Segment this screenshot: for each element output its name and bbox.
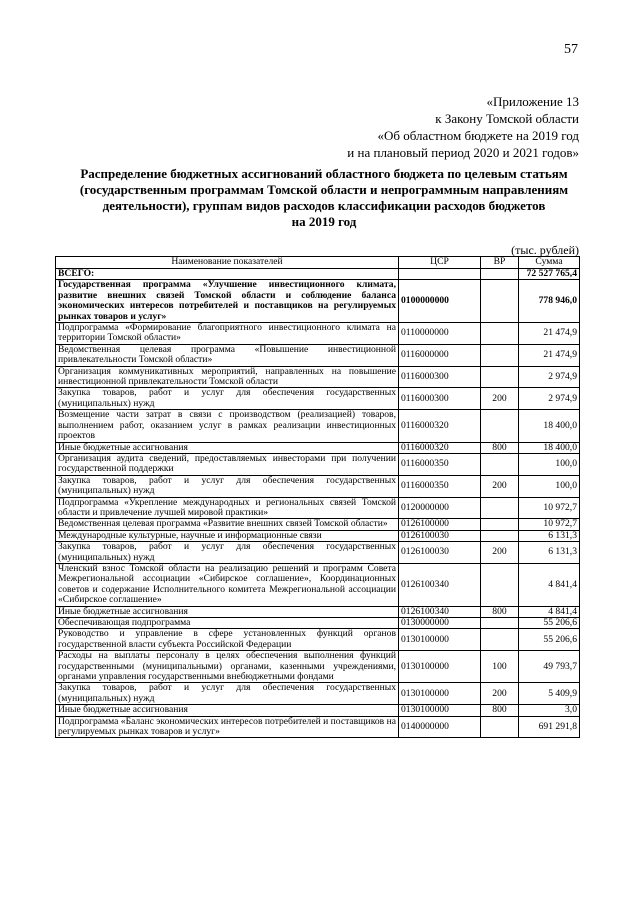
cell-sum: 5 409,9 [519,683,580,705]
appendix-line: и на плановый период 2020 и 2021 годов» [347,145,579,160]
cell-name: Иные бюджетные ассигнования [56,705,399,716]
cell-sum: 10 972,7 [519,497,580,519]
cell-name: Подпрограмма «Формирование благоприятного инвестиционного климата на территории Томской области» [56,323,399,345]
cell-csr: 0120000000 [399,497,481,519]
cell-name: Организация аудита сведений, предоставляемых инвесторами при получении государственной поддержки [56,453,399,475]
cell-name: ВСЕГО: [56,269,399,280]
table-row [56,453,580,475]
cell-csr [399,269,481,280]
cell-sum: 3,0 [519,705,580,716]
cell-name: Подпрограмма «Баланс экономических интересов потребителей и поставщиков на регулируемых рынках товаров и услуг» [56,716,399,738]
cell-name: Организация коммуникативных мероприятий, направленных на повышение инвестиционной привлекательности Томской области [56,366,399,388]
cell-csr: 0126100030 [399,530,481,541]
table-row [56,497,580,519]
title-line: Распределение бюджетных ассигнований областного бюджета по целевым статьям [80,166,568,181]
cell-csr: 0126100340 [399,563,481,606]
cell-csr: 0130100000 [399,683,481,705]
cell-csr: 0116000300 [399,366,481,388]
cell-vr [481,716,519,738]
table-row [56,716,580,738]
appendix-line: «Приложение 13 [486,94,579,109]
cell-csr: 0116000350 [399,475,481,497]
cell-name: Международные культурные, научные и информационные связи [56,530,399,541]
cell-csr: 0130000000 [399,618,481,629]
table-row [56,442,580,453]
table-row [56,280,580,323]
cell-vr [481,618,519,629]
cell-sum: 4 841,4 [519,606,580,617]
cell-sum: 778 946,0 [519,280,580,323]
header-name: Наименование показателей [56,257,399,269]
cell-vr: 200 [481,388,519,410]
cell-vr [481,453,519,475]
table-row [56,530,580,541]
cell-vr [481,530,519,541]
cell-name: Расходы на выплаты персоналу в целях обеспечения выполнения функций государственными (муниципальными) органами, казенными учреждениями, органами управления государственными внебюджетными фондами [56,651,399,683]
cell-name: Государственная программа «Улучшение инвестиционного климата, развитие внешних связей Томской области и соблюдение баланса экономических интересов потребителей и поставщиков на регулируемых рынках товаров и услуг» [56,280,399,323]
table-row [56,366,580,388]
page-number: 57 [564,42,578,57]
budget-table [55,256,580,738]
cell-sum: 4 841,4 [519,563,580,606]
table-row [56,410,580,442]
cell-vr: 100 [481,651,519,683]
cell-vr: 200 [481,475,519,497]
cell-vr [481,410,519,442]
cell-name: Возмещение части затрат в связи с производством (реализацией) товаров, выполнением работ, оказанием услуг в рамках реализации инвестиционных проектов [56,410,399,442]
cell-csr: 0126100340 [399,606,481,617]
cell-vr [481,629,519,651]
title-line: деятельности), группам видов расходов классификации расходов бюджетов [102,198,546,213]
cell-vr: 200 [481,542,519,564]
table-row [56,618,580,629]
cell-sum: 49 793,7 [519,651,580,683]
cell-csr: 0110000000 [399,323,481,345]
cell-name: Подпрограмма «Укрепление международных и региональных связей Томской области и привлечение лучшей мировой практики» [56,497,399,519]
cell-csr: 0130100000 [399,705,481,716]
header-csr: ЦСР [399,257,481,269]
cell-csr: 0116000000 [399,344,481,366]
cell-sum: 2 974,9 [519,388,580,410]
cell-name: Иные бюджетные ассигнования [56,606,399,617]
cell-csr: 0126100000 [399,519,481,530]
cell-csr: 0130100000 [399,651,481,683]
cell-vr: 800 [481,442,519,453]
appendix-line: «Об областном бюджете на 2019 год [377,128,579,143]
cell-name: Закупка товаров, работ и услуг для обеспечения государственных (муниципальных) нужд [56,388,399,410]
cell-sum: 6 131,3 [519,530,580,541]
cell-name: Ведомственная целевая программа «Развитие внешних связей Томской области» [56,519,399,530]
table-row [56,269,580,280]
cell-vr [481,344,519,366]
cell-vr [481,269,519,280]
cell-sum: 2 974,9 [519,366,580,388]
cell-sum: 21 474,9 [519,344,580,366]
table-row [56,475,580,497]
cell-sum: 100,0 [519,475,580,497]
cell-vr: 800 [481,705,519,716]
cell-vr [481,366,519,388]
appendix-header [347,93,579,161]
cell-vr: 800 [481,606,519,617]
cell-csr: 0116000320 [399,442,481,453]
cell-name: Членский взнос Томской области на реализацию решений и программ Совета Межрегиональной ассоциации «Сибирское соглашение», Координационных советов и содержание Исполнительного комитета Межрегиональной ассоциации «Сибирское соглашение» [56,563,399,606]
header-sum: Сумма [519,257,580,269]
cell-name: Закупка товаров, работ и услуг для обеспечения государственных (муниципальных) нужд [56,475,399,497]
document-title [70,166,578,230]
cell-csr: 0100000000 [399,280,481,323]
table-row [56,323,580,345]
table-row [56,651,580,683]
table-row [56,542,580,564]
appendix-line: к Закону Томской области [435,111,579,126]
cell-sum: 55 206,6 [519,629,580,651]
cell-csr: 0116000300 [399,388,481,410]
cell-sum: 18 400,0 [519,442,580,453]
table-row [56,705,580,716]
cell-sum: 10 972,7 [519,519,580,530]
cell-name: Иные бюджетные ассигнования [56,442,399,453]
cell-sum: 55 206,6 [519,618,580,629]
cell-csr: 0130100000 [399,629,481,651]
cell-name: Ведомственная целевая программа «Повышение инвестиционной привлекательности Томской области» [56,344,399,366]
cell-vr [481,497,519,519]
table-row [56,683,580,705]
cell-csr: 0140000000 [399,716,481,738]
header-vr: ВР [481,257,519,269]
title-line: (государственным программам Томской области и непрограммным направлениям [79,182,569,197]
table-row [56,344,580,366]
cell-csr: 0116000350 [399,453,481,475]
cell-vr [481,563,519,606]
table-row [56,606,580,617]
cell-name: Руководство и управление в сфере установленных функций органов государственной власти субъекта Российской Федерации [56,629,399,651]
cell-sum: 691 291,8 [519,716,580,738]
cell-sum: 100,0 [519,453,580,475]
table-row [56,563,580,606]
cell-sum: 18 400,0 [519,410,580,442]
cell-vr: 200 [481,683,519,705]
table-row [56,629,580,651]
cell-csr: 0126100030 [399,542,481,564]
table-header-row [56,257,580,269]
units-label: (тыс. рублей) [511,243,579,257]
cell-vr [481,323,519,345]
title-line: на 2019 год [291,214,357,229]
cell-vr [481,519,519,530]
table-row [56,519,580,530]
cell-sum: 21 474,9 [519,323,580,345]
cell-sum: 72 527 765,4 [519,269,580,280]
cell-sum: 6 131,3 [519,542,580,564]
cell-name: Закупка товаров, работ и услуг для обеспечения государственных (муниципальных) нужд [56,683,399,705]
cell-vr [481,280,519,323]
table-row [56,388,580,410]
cell-name: Закупка товаров, работ и услуг для обеспечения государственных (муниципальных) нужд [56,542,399,564]
cell-csr: 0116000320 [399,410,481,442]
cell-name: Обеспечивающая подпрограмма [56,618,399,629]
